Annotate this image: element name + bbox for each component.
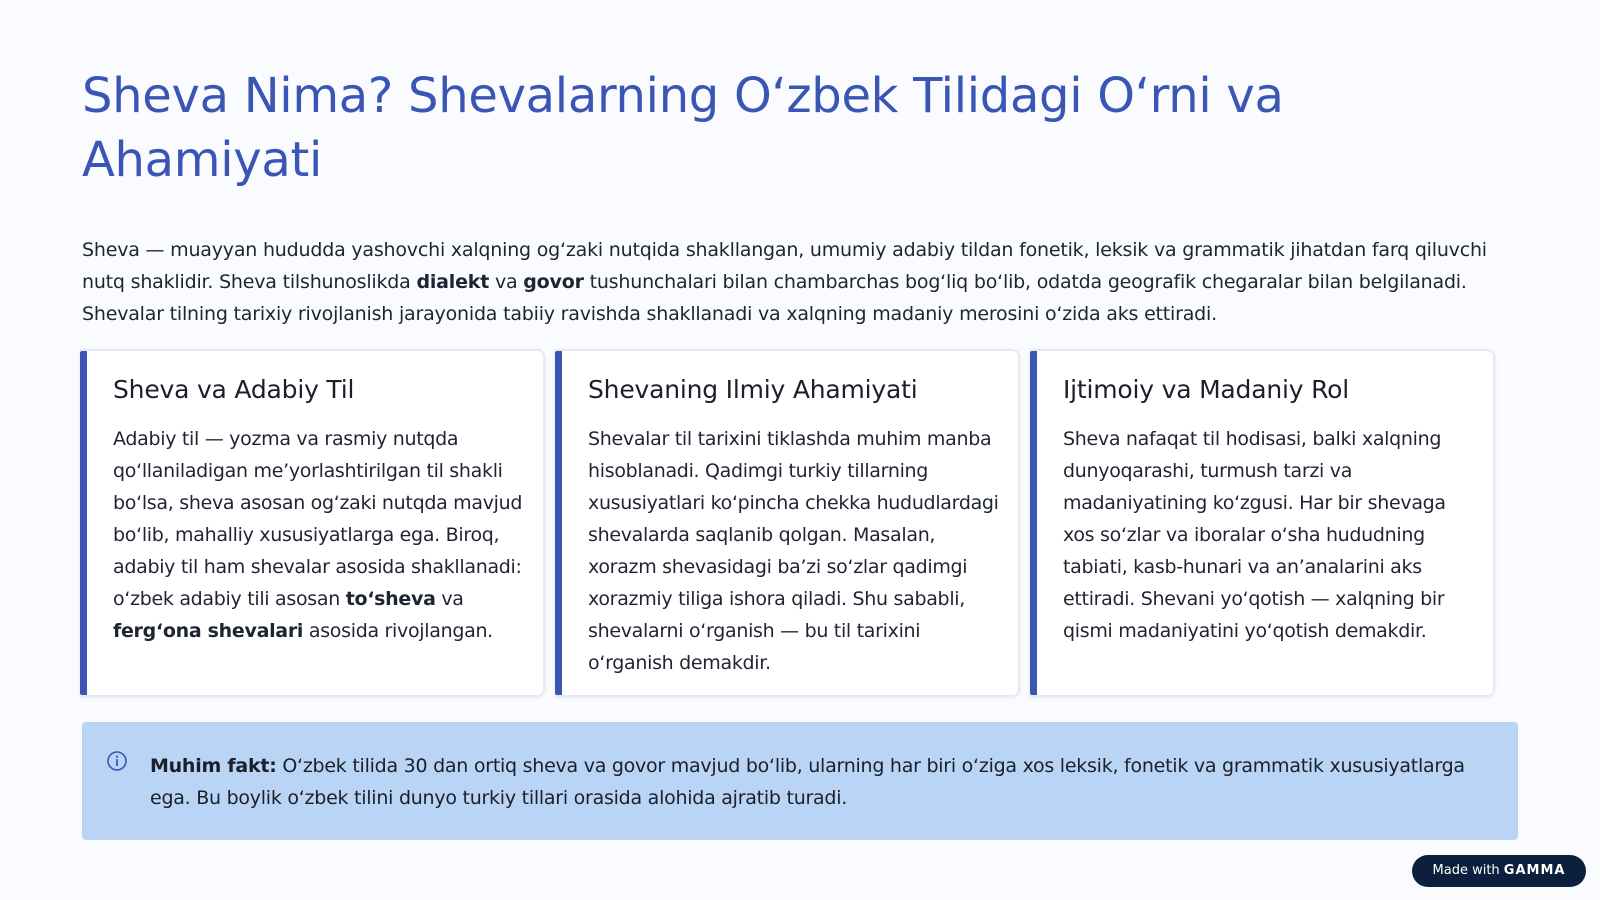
intro-bold-dialekt: dialekt: [416, 271, 490, 293]
badge-prefix: Made with: [1432, 863, 1504, 878]
fact-label: Muhim fakt:: [150, 755, 277, 777]
card-body-text: va: [435, 588, 464, 610]
card-title: Sheva va Adabiy Til: [113, 375, 355, 404]
card-body: [113, 423, 531, 647]
important-fact-callout: [82, 722, 1518, 840]
intro-text: Sheva — muayyan hududda yashovchi xalqning og‘zaki nutqida shakllangan, umumiy adabiy tildan fonetik, leksik va grammatik jihatdan farq qiluvchi nutq shaklidir. Sheva tilshunoslikda: [82, 239, 1487, 293]
card-body-text: Adabiy til — yozma va rasmiy nutqda qo‘llaniladigan me’yorlashtirilgan til shakli bo‘lsa, sheva asosan og‘zaki nutqda mavjud bo‘lib, mahalliy xususiyatlarga ega. Biroq, adabiy til ham shevalar asosida shakllanadi: o‘zbek adabiy tili asosan: [113, 428, 523, 610]
card-body: Sheva nafaqat til hodisasi, balki xalqning dunyoqarashi, turmush tarzi va madaniyatining ko‘zgusi. Har bir shevaga xos so‘zlar va iboralar o‘sha hududning tabiati, kasb-hunari va an’analarini aks ettiradi. Shevani yo‘qotish — xalqning bir qismi madaniyatini yo‘qotish demakdir.: [1063, 428, 1446, 642]
card-accent-bar: [555, 351, 562, 695]
intro-paragraph: [82, 234, 1522, 330]
fact-body: O‘zbek tilida 30 dan ortiq sheva va govor mavjud bo‘lib, ularning har biri o‘ziga xos leksik, fonetik va grammatik xususiyatlarga ega. Bu boylik o‘zbek tilini dunyo turkiy tillari orasida alohida ajratib turadi.: [150, 755, 1465, 809]
intro-text: tushunchalari bilan chambarchas bog‘liq bo‘lib, odatda geografik chegaralar bilan belgilanadi. Shevalar tilning tarixiy rivojlanish jarayonida tabiiy ravishda shakllanadi va xalqning madaniy merosini o‘zida aks ettiradi.: [82, 271, 1467, 325]
intro-bold-govor: govor: [523, 271, 584, 293]
info-icon: [106, 750, 128, 772]
cards-row: [80, 349, 1518, 697]
card-body-bold: to‘sheva: [345, 588, 436, 610]
card-body: Shevalar til tarixini tiklashda muhim manba hisoblanadi. Qadimgi turkiy tillarning xususiyatlari ko‘pincha chekka hududlardagi shevalarda saqlanib qolgan. Masalan, xorazm shevasidagi ba’zi so‘zlar qadimgi xorazmiy tiliga ishora qiladi. Shu sababli, shevalarni o‘rganish — bu til tarixini o‘rganish demakdir.: [588, 428, 999, 674]
card-sheva-adabiy-til: [80, 349, 545, 697]
card-body-bold: ferg‘ona shevalari: [113, 620, 304, 642]
card-accent-bar: [80, 351, 87, 695]
fact-text: [150, 750, 1480, 814]
card-accent-bar: [1030, 351, 1037, 695]
card-body-text: asosida rivojlangan.: [303, 620, 493, 642]
card-ijtimoiy-madaniy-rol: [1030, 349, 1495, 697]
intro-text: va: [489, 271, 524, 293]
card-title: Ijtimoiy va Madaniy Rol: [1063, 375, 1349, 404]
card-title: Shevaning Ilmiy Ahamiyati: [588, 375, 918, 404]
page-title: Sheva Nima? Shevalarning O‘zbek Tilidagi O‘rni va Ahamiyati: [82, 68, 1284, 188]
card-ilmiy-ahamiyat: [555, 349, 1020, 697]
gamma-logo: GAMMA: [1503, 863, 1566, 878]
made-with-gamma-badge[interactable]: [1412, 855, 1586, 887]
